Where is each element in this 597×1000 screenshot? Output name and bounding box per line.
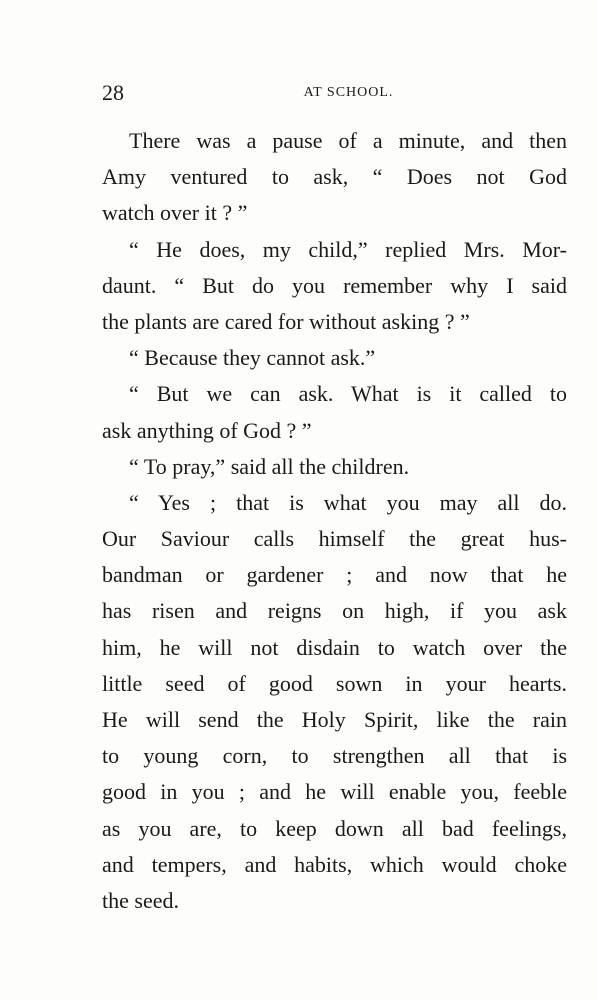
text-line: the seed. xyxy=(102,887,179,913)
page-number: 28 xyxy=(102,80,124,105)
text-line: He will send the Holy Spirit, like the rain xyxy=(102,707,567,732)
body-text xyxy=(102,123,567,919)
text-line: ask anything of God ? ” xyxy=(102,417,312,443)
text-line: “ To pray,” said all the children. xyxy=(129,453,410,479)
running-title: AT SCHOOL. xyxy=(303,85,394,100)
paragraph xyxy=(102,485,567,919)
text-line: “ But we can ask. What is it called to xyxy=(129,381,567,407)
text-line: good in you ; and he will enable you, feeble xyxy=(102,779,567,805)
text-line: bandman or gardener ; and now that he xyxy=(102,562,567,588)
text-line: There was a pause of a minute, and then xyxy=(129,128,567,153)
text-line: Amy ventured to ask, “ Does not God xyxy=(102,164,567,190)
text-line: Our Saviour calls himself the great hus- xyxy=(102,526,567,552)
text-line: him, he will not disdain to watch over the xyxy=(102,634,567,660)
text-line: “ He does, my child,” replied Mrs. Mor- xyxy=(129,236,567,262)
text-line: watch over it ? ” xyxy=(102,200,248,226)
text-line: as you are, to keep down all bad feelings, xyxy=(102,815,567,841)
text-line: “ Because they cannot ask.” xyxy=(129,345,376,371)
paragraph xyxy=(102,340,567,376)
paragraph xyxy=(102,232,567,341)
text-line: “ Yes ; that is what you may all do. xyxy=(129,489,567,515)
text-line: has risen and reigns on high, if you ask xyxy=(102,598,567,624)
paragraph xyxy=(102,449,567,485)
text-line: the plants are cared for without asking ? ” xyxy=(102,308,470,334)
paragraph xyxy=(102,123,567,232)
text-line: daunt. “ But do you remember why I said xyxy=(102,272,567,298)
running-head xyxy=(102,80,567,110)
paragraph xyxy=(102,376,567,448)
text-line: little seed of good sown in your hearts. xyxy=(102,670,567,696)
text-line: and tempers, and habits, which would choke xyxy=(102,851,567,877)
text-line: to young corn, to strengthen all that is xyxy=(102,743,567,769)
